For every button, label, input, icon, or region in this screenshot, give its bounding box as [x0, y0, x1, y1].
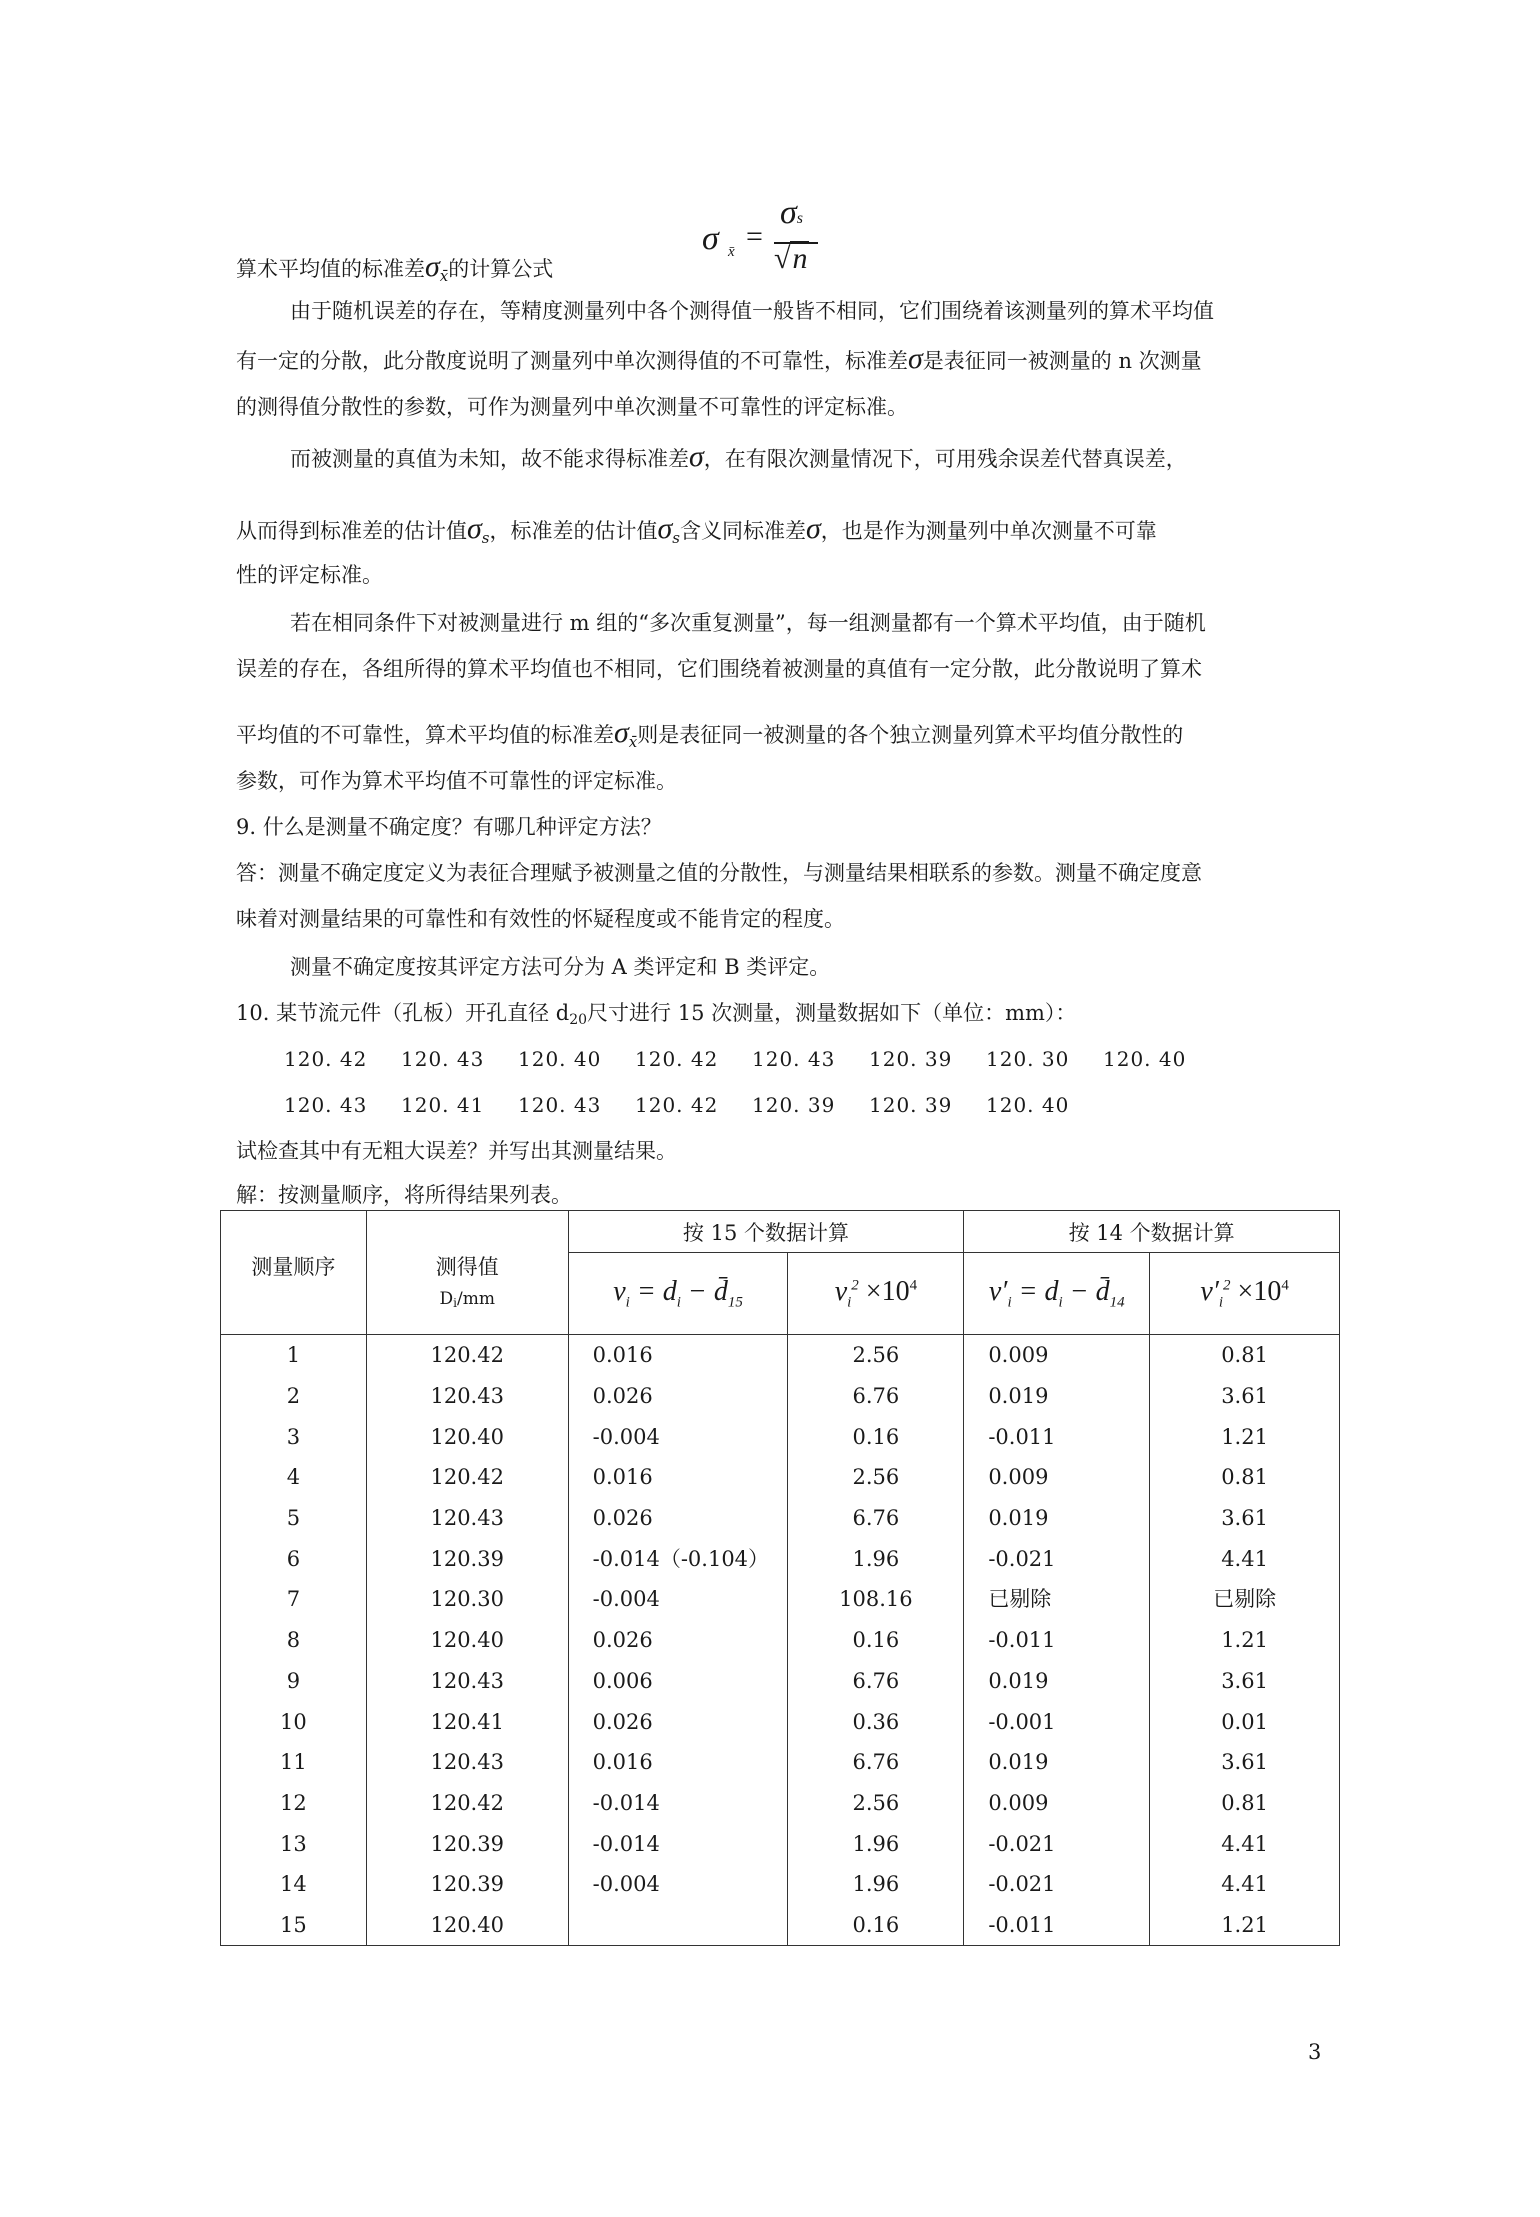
cell-residual-sq-15: 6.76 — [788, 1498, 964, 1539]
table-row — [221, 1335, 1340, 1376]
data-value: 120. 43 — [752, 1047, 836, 1071]
cell-residual-14: 已剔除 — [964, 1579, 1150, 1620]
data-value: 120. 42 — [284, 1047, 368, 1071]
header-residual-15: $v_i = d_i$ − $d̄_{15}$ — [568, 1253, 788, 1335]
cell-value: 120.30 — [366, 1579, 568, 1620]
header-residual-sq-15: $v_i^2 \times 10^4$ — [788, 1253, 964, 1335]
cell-residual-14: 0.019 — [964, 1498, 1150, 1539]
cell-value: 120.40 — [366, 1620, 568, 1661]
cell-order: 13 — [221, 1823, 367, 1864]
cell-residual-15: 0.006 — [568, 1661, 788, 1702]
header-order: 测量顺序 — [221, 1211, 367, 1335]
table-row — [221, 1742, 1340, 1783]
data-value: 120. 43 — [284, 1093, 368, 1117]
table-row — [221, 1620, 1340, 1661]
question-10: 10. 某节流元件（孔板）开孔直径 d20尺寸进行 15 次测量，测量数据如下（单位：mm）： — [236, 1001, 1077, 1028]
cell-residual-15: 0.026 — [568, 1620, 788, 1661]
cell-residual-14: 0.009 — [964, 1335, 1150, 1376]
cell-order: 1 — [221, 1335, 367, 1376]
cell-residual-sq-15: 108.16 — [788, 1579, 964, 1620]
cell-residual-sq-15: 0.36 — [788, 1701, 964, 1742]
cell-residual-sq-15: 2.56 — [788, 1783, 964, 1824]
answer-9-line: 味着对测量结果的可靠性和有效性的怀疑程度或不能肯定的程度。 — [236, 907, 845, 931]
cell-residual-14: -0.001 — [964, 1701, 1150, 1742]
cell-residual-15: 0.026 — [568, 1701, 788, 1742]
data-value: 120. 41 — [401, 1093, 485, 1117]
para-line: 误差的存在，各组所得的算术平均值也不相同，它们围绕着被测量的真值有一定分散，此分散说明了算术 — [236, 657, 1202, 681]
para-line: 平均值的不可靠性，算术平均值的标准差$\sigma_{x̄}$则是表征同一被测量的各个独立测量列算术平均值分散性的 — [236, 716, 1184, 751]
cell-order: 9 — [221, 1661, 367, 1702]
cell-residual-sq-15: 6.76 — [788, 1742, 964, 1783]
cell-residual-sq-14: 3.61 — [1150, 1498, 1340, 1539]
cell-order: 12 — [221, 1783, 367, 1824]
cell-order: 8 — [221, 1620, 367, 1661]
measurement-table — [220, 1210, 1340, 1946]
cell-residual-15: 0.026 — [568, 1376, 788, 1417]
cell-residual-sq-14: 0.81 — [1150, 1335, 1340, 1376]
data-value: 120. 40 — [518, 1047, 602, 1071]
data-value: 120. 39 — [752, 1093, 836, 1117]
cell-value: 120.40 — [366, 1416, 568, 1457]
table-row — [221, 1579, 1340, 1620]
table-row — [221, 1701, 1340, 1742]
table-row — [221, 1538, 1340, 1579]
cell-residual-sq-15: 1.96 — [788, 1538, 964, 1579]
cell-residual-sq-14: 1.21 — [1150, 1905, 1340, 1946]
para-line: 而被测量的真值为未知，故不能求得标准差σ，在有限次测量情况下，可用残余误差代替真误差， — [290, 440, 1187, 473]
cell-residual-sq-14: 已剔除 — [1150, 1579, 1340, 1620]
cell-residual-15: -0.014 — [568, 1823, 788, 1864]
cell-residual-sq-14: 4.41 — [1150, 1823, 1340, 1864]
cell-residual-15: -0.004 — [568, 1416, 788, 1457]
cell-order: 10 — [221, 1701, 367, 1742]
cell-residual-sq-14: 4.41 — [1150, 1864, 1340, 1905]
cell-residual-14: 0.019 — [964, 1742, 1150, 1783]
cell-residual-14: 0.009 — [964, 1457, 1150, 1498]
cell-order: 6 — [221, 1538, 367, 1579]
cell-residual-15: -0.004 — [568, 1864, 788, 1905]
page-number: 3 — [1308, 2040, 1322, 2064]
data-value: 120. 43 — [518, 1093, 602, 1117]
header-15-data: 按 15 个数据计算 — [568, 1211, 964, 1253]
cell-residual-sq-14: 3.61 — [1150, 1376, 1340, 1417]
cell-residual-14: -0.021 — [964, 1864, 1150, 1905]
para-line: 算术平均值的标准差$\sigma_{x̄}$的计算公式 — [236, 250, 554, 285]
cell-residual-14: -0.011 — [964, 1620, 1150, 1661]
data-value: 120. 42 — [635, 1093, 719, 1117]
table-row — [221, 1661, 1340, 1702]
table-row — [221, 1376, 1340, 1417]
cell-value: 120.39 — [366, 1538, 568, 1579]
table-row — [221, 1783, 1340, 1824]
cell-residual-sq-14: 0.01 — [1150, 1701, 1340, 1742]
table-row — [221, 1416, 1340, 1457]
table-row — [221, 1864, 1340, 1905]
data-value: 120. 39 — [869, 1047, 953, 1071]
cell-residual-15: 0.016 — [568, 1742, 788, 1783]
cell-residual-sq-15: 2.56 — [788, 1335, 964, 1376]
data-value: 120. 40 — [1103, 1047, 1187, 1071]
cell-residual-15: 0.016 — [568, 1457, 788, 1498]
header-residual-sq-14: $v'_i^2 \times 10^4$ — [1150, 1253, 1340, 1335]
formula-lhs: σ x̄ — [702, 220, 735, 260]
cell-order: 7 — [221, 1579, 367, 1620]
data-value: 120. 40 — [986, 1093, 1070, 1117]
data-value: 120. 42 — [635, 1047, 719, 1071]
cell-value: 120.43 — [366, 1661, 568, 1702]
solution-line: 解：按测量顺序，将所得结果列表。 — [236, 1183, 572, 1207]
cell-value: 120.39 — [366, 1864, 568, 1905]
cell-value: 120.42 — [366, 1335, 568, 1376]
cell-residual-14: -0.021 — [964, 1823, 1150, 1864]
data-value: 120. 43 — [401, 1047, 485, 1071]
cell-order: 5 — [221, 1498, 367, 1539]
header-residual-14: $v'_i = d_i$ − $d̄_{14}$ — [964, 1253, 1150, 1335]
answer-9-line: 答：测量不确定度定义为表征合理赋予被测量之值的分散性，与测量结果相联系的参数。测量不确定度意 — [236, 861, 1202, 885]
cell-residual-14: -0.021 — [964, 1538, 1150, 1579]
cell-order: 4 — [221, 1457, 367, 1498]
cell-value: 120.43 — [366, 1498, 568, 1539]
formula-denominator: √n — [774, 242, 808, 275]
cell-value: 120.39 — [366, 1823, 568, 1864]
cell-residual-14: 0.019 — [964, 1661, 1150, 1702]
cell-residual-sq-14: 1.21 — [1150, 1620, 1340, 1661]
cell-residual-14: -0.011 — [964, 1416, 1150, 1457]
answer-9-line: 测量不确定度按其评定方法可分为 A 类评定和 B 类评定。 — [290, 955, 831, 979]
table-body — [221, 1335, 1340, 1946]
cell-residual-sq-14: 0.81 — [1150, 1457, 1340, 1498]
cell-order: 15 — [221, 1905, 367, 1946]
data-row-1 — [284, 1044, 1220, 1074]
para-line: 若在相同条件下对被测量进行 m 组的“多次重复测量”，每一组测量都有一个算术平均值，由于随机 — [290, 611, 1206, 635]
cell-residual-sq-15: 6.76 — [788, 1661, 964, 1702]
cell-residual-sq-14: 3.61 — [1150, 1661, 1340, 1702]
cell-residual-15: -0.004 — [568, 1579, 788, 1620]
cell-residual-sq-15: 0.16 — [788, 1905, 964, 1946]
cell-value: 120.42 — [366, 1783, 568, 1824]
cell-order: 2 — [221, 1376, 367, 1417]
cell-residual-sq-14: 3.61 — [1150, 1742, 1340, 1783]
cell-residual-15: 0.016 — [568, 1335, 788, 1376]
data-row-2 — [284, 1090, 1103, 1120]
para-line: 性的评定标准。 — [236, 563, 383, 587]
cell-value: 120.42 — [366, 1457, 568, 1498]
question-9: 9. 什么是测量不确定度？有哪几种评定方法？ — [236, 815, 662, 839]
cell-residual-14: 0.009 — [964, 1783, 1150, 1824]
cell-value: 120.43 — [366, 1742, 568, 1783]
table-row — [221, 1498, 1340, 1539]
cell-residual-15: -0.014 — [568, 1783, 788, 1824]
cell-value: 120.41 — [366, 1701, 568, 1742]
formula-equals: = — [746, 220, 763, 253]
cell-order: 14 — [221, 1864, 367, 1905]
cell-value: 120.43 — [366, 1376, 568, 1417]
cell-residual-sq-15: 6.76 — [788, 1376, 964, 1417]
para-line: 有一定的分散，此分散度说明了测量列中单次测得值的不可靠性，标准差σ是表征同一被测量的 n 次测量 — [236, 342, 1202, 375]
data-value: 120. 30 — [986, 1047, 1070, 1071]
formula-numerator: σs — [780, 194, 804, 231]
cell-residual-15: -0.014（-0.104） — [568, 1538, 788, 1579]
cell-residual-sq-15: 2.56 — [788, 1457, 964, 1498]
table-row — [221, 1823, 1340, 1864]
para-line: 的测得值分散性的参数，可作为测量列中单次测量不可靠性的评定标准。 — [236, 395, 908, 419]
cell-residual-sq-15: 0.16 — [788, 1620, 964, 1661]
cell-order: 11 — [221, 1742, 367, 1783]
cell-residual-sq-14: 1.21 — [1150, 1416, 1340, 1457]
cell-residual-sq-15: 1.96 — [788, 1864, 964, 1905]
header-14-data: 按 14 个数据计算 — [964, 1211, 1340, 1253]
cell-residual-sq-15: 1.96 — [788, 1823, 964, 1864]
table-row — [221, 1905, 1340, 1946]
cell-order: 3 — [221, 1416, 367, 1457]
cell-residual-sq-14: 4.41 — [1150, 1538, 1340, 1579]
check-line: 试检查其中有无粗大误差？并写出其测量结果。 — [236, 1139, 677, 1163]
table-row — [221, 1457, 1340, 1498]
cell-residual-15 — [568, 1905, 788, 1946]
data-value: 120. 39 — [869, 1093, 953, 1117]
cell-residual-14: 0.019 — [964, 1376, 1150, 1417]
para-line: 从而得到标准差的估计值$\sigma_s$，标准差的估计值$\sigma_s$含义同标准差σ，也是作为测量列中单次测量不可靠 — [236, 512, 1157, 547]
para-line: 由于随机误差的存在，等精度测量列中各个测得值一般皆不相同，它们围绕着该测量列的算术平均值 — [290, 299, 1214, 323]
cell-residual-15: 0.026 — [568, 1498, 788, 1539]
cell-residual-sq-15: 0.16 — [788, 1416, 964, 1457]
cell-residual-sq-14: 0.81 — [1150, 1783, 1340, 1824]
cell-value: 120.40 — [366, 1905, 568, 1946]
cell-residual-14: -0.011 — [964, 1905, 1150, 1946]
para-line: 参数，可作为算术平均值不可靠性的评定标准。 — [236, 769, 677, 793]
header-value: 测得值 Di/mm — [366, 1211, 568, 1335]
